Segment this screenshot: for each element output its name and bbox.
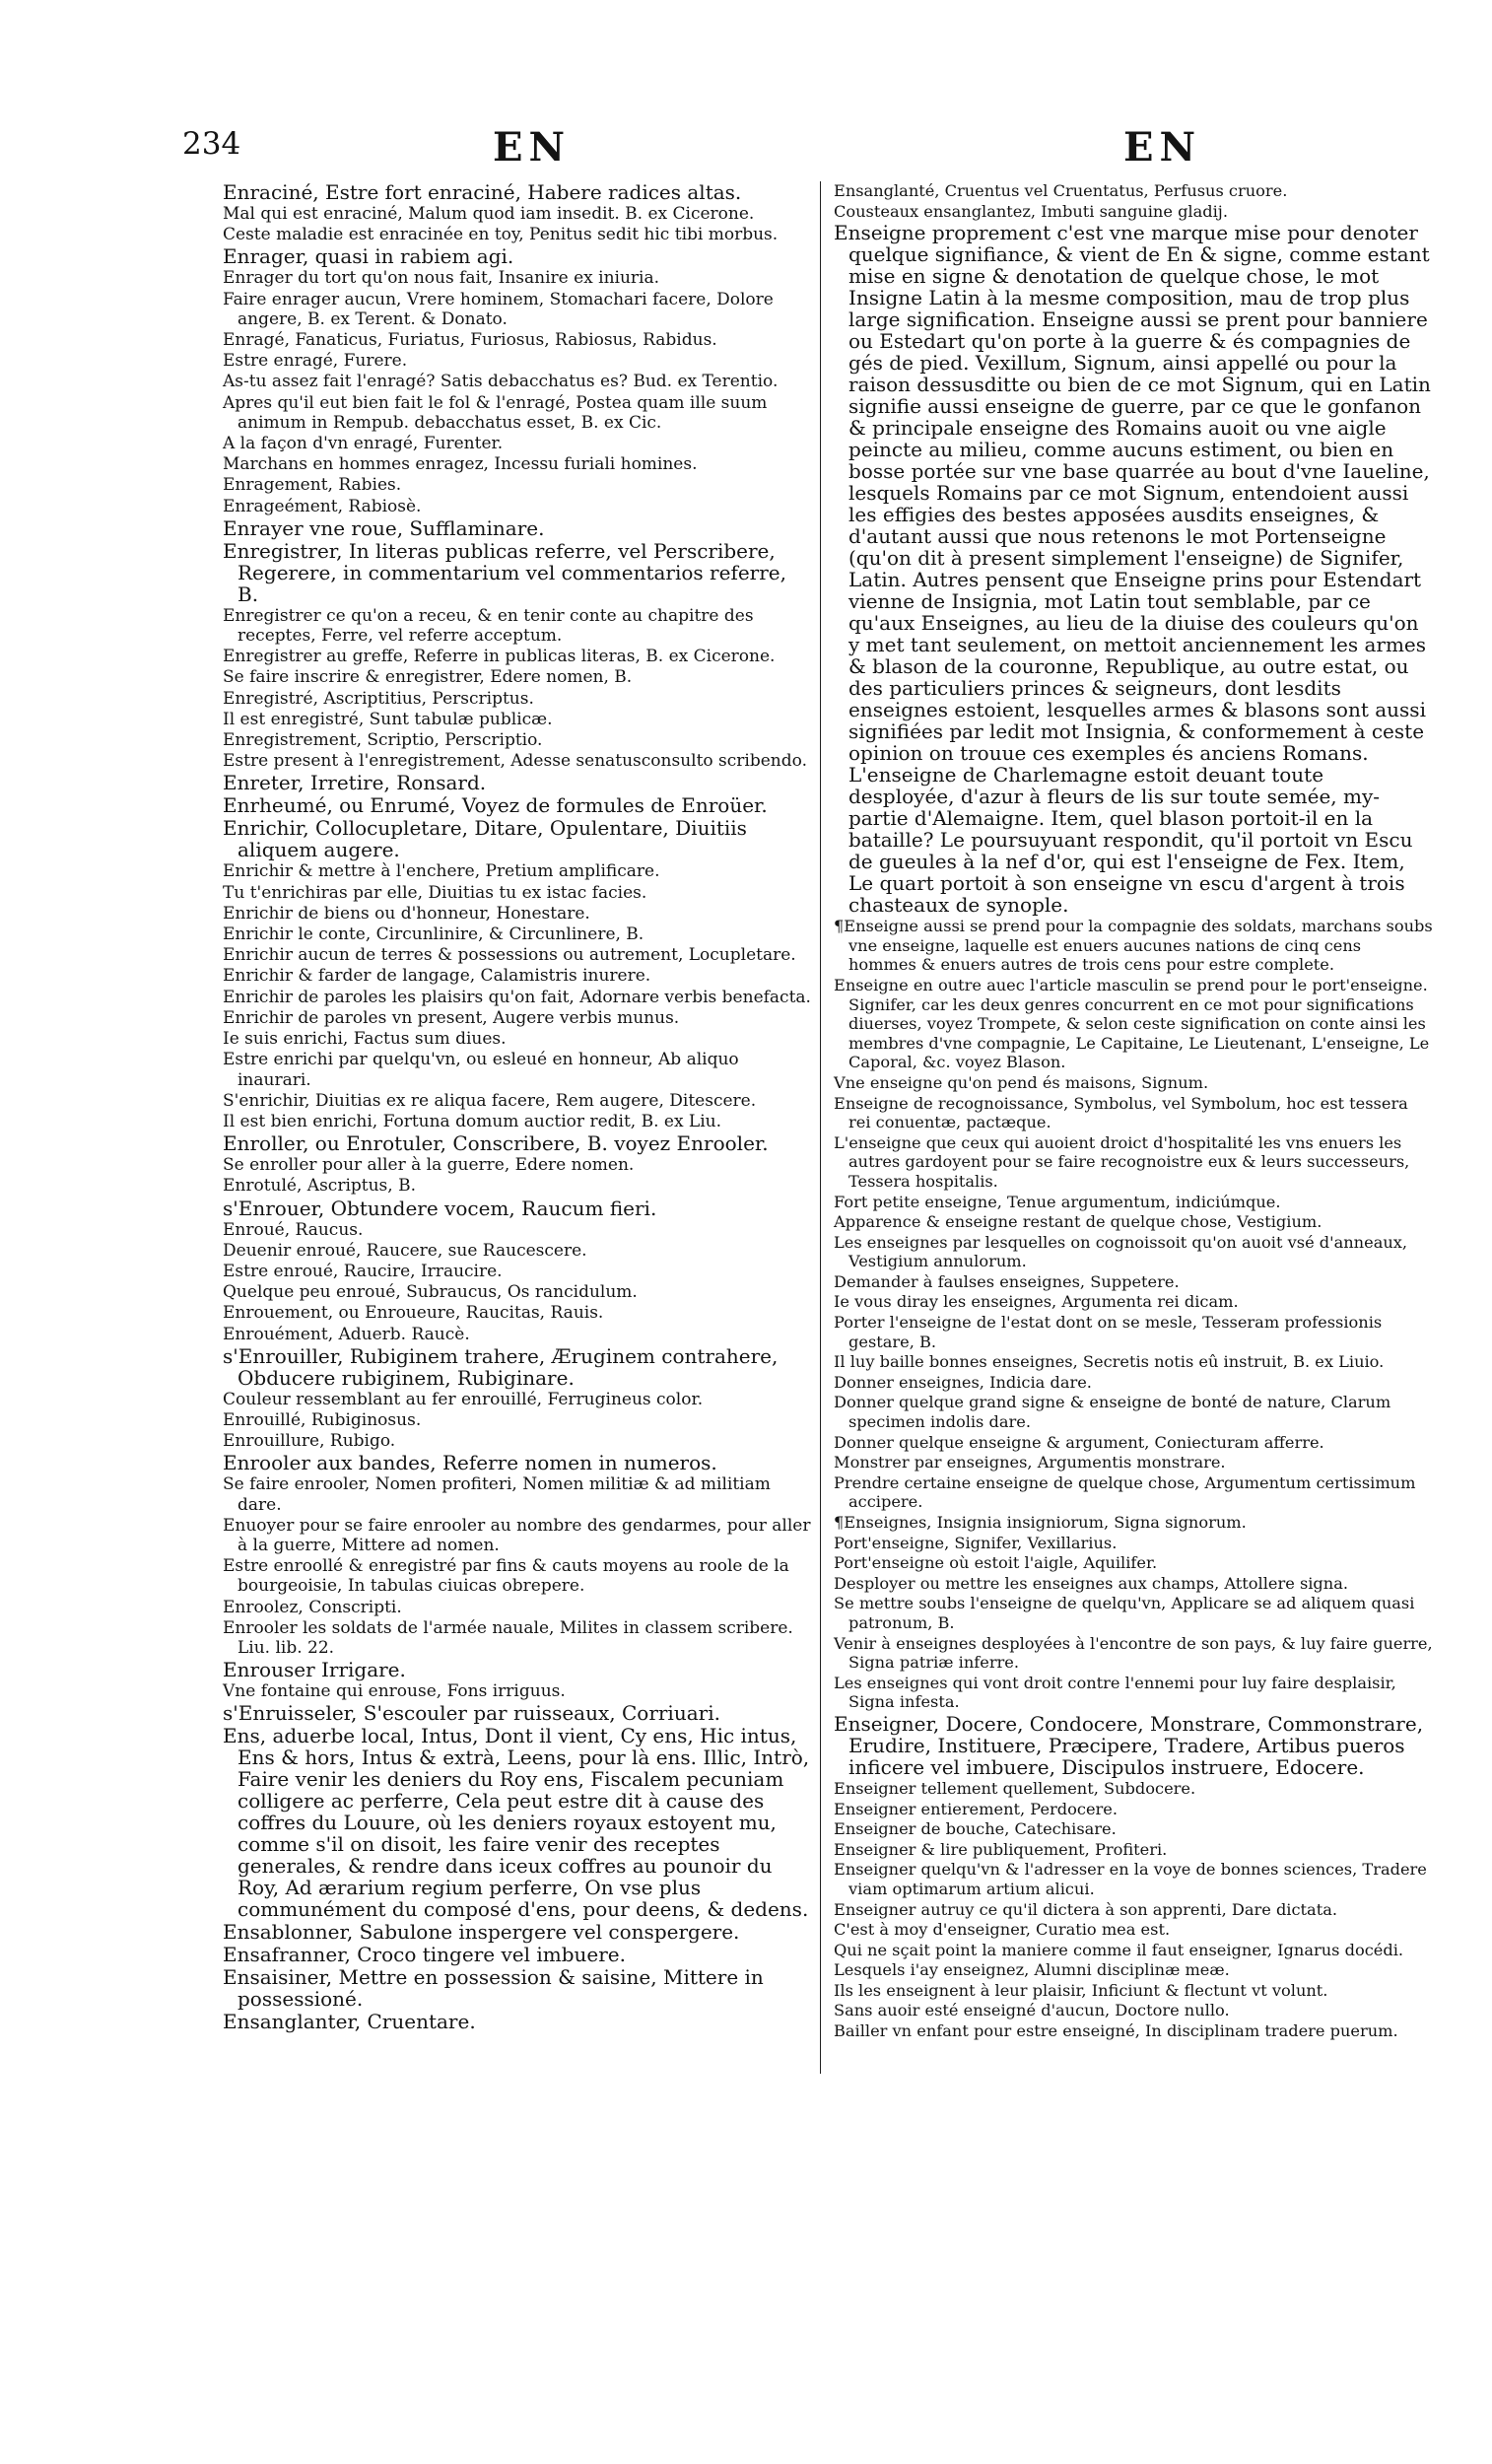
dictionary-entry: C'est à moy d'enseigner, Curatio mea est. — [834, 1920, 1171, 1940]
dictionary-headword-entry: Enroller, ou Enrotuler, Conscribere, B. voyez Enrooler. — [223, 1131, 769, 1156]
dictionary-entry: Enseigne en outre auec l'article masculin se prend pour le port'enseigne. Signifer, car les deux genres concurrent en ce mot pour significations diuerses, voyez Trompete, & selon ceste signification on conte ainsi les membres d'vne compagnie, Le Capitaine, Le Lieutenant, L'enseigne, Le Caporal, &c. voyez Blason. — [834, 975, 1430, 1072]
dictionary-headword-entry: Ensablonner, Sabulone inspergere vel conspergere. — [223, 1920, 740, 1945]
dictionary-entry: Il est enregistré, Sunt tabulæ publicæ. — [223, 709, 553, 729]
dictionary-entry: Enrager du tort qu'on nous fait, Insanire ex iniuria. — [223, 268, 660, 289]
dictionary-entry: Enrichir de biens ou d'honneur, Honestare. — [223, 903, 590, 924]
dictionary-entry: Lesquels i'ay enseignez, Alumni disciplinæ meæ. — [834, 1960, 1230, 1980]
dictionary-entry: Enrichir de paroles les plaisirs qu'on fait, Adornare verbis benefacta. — [223, 987, 811, 1007]
dictionary-entry: Enseigne de recognoissance, Symbolus, vel Symbolum, hoc est tessera rei conuentæ, pactæque. — [834, 1093, 1408, 1132]
dictionary-headword-entry: Enrayer vne roue, Sufflaminare. — [223, 515, 545, 540]
dictionary-entry: Vne enseigne qu'on pend és maisons, Signum. — [834, 1072, 1209, 1092]
dictionary-headword-entry: s'Enrouiller, Rubiginem trahere, Æruginem contrahere, Obducere rubiginem, Rubiginare. — [223, 1343, 779, 1390]
dictionary-entry: Enseigner & lire publiquement, Profiteri. — [834, 1839, 1168, 1859]
dictionary-entry: Faire enrager aucun, Vrere hominem, Stomachari facere, Dolore angere, B. ex Terent. & Donato. — [223, 289, 774, 329]
dictionary-entry: Enrouément, Aduerb. Raucè. — [223, 1324, 470, 1344]
dictionary-entry: Enseigner tellement quellement, Subdocere. — [834, 1778, 1196, 1798]
dictionary-entry: Ceste maladie est enracinée en toy, Penitus sedit hic tibi morbus. — [223, 225, 779, 245]
dictionary-headword-entry: s'Enruisseler, S'escouler par ruisseaux, Corriuari. — [223, 1701, 720, 1726]
dictionary-entry: A la façon d'vn enragé, Furenter. — [223, 434, 504, 454]
dictionary-headword-entry: Enraciné, Estre fort enraciné, Habere radices altas. — [223, 180, 742, 204]
dictionary-entry: Port'enseigne, Signifer, Vexillarius. — [834, 1533, 1118, 1552]
dictionary-entry: Enregistré, Ascriptitius, Perscriptus. — [223, 688, 534, 709]
dictionary-entry: Se faire enrooler, Nomen profiteri, Nomen militiæ & ad militiam dare. — [223, 1474, 771, 1515]
dictionary-entry: Ie suis enrichi, Factus sum diues. — [223, 1029, 507, 1050]
dictionary-entry: Enrichir & mettre à l'enchere, Pretium amplificare. — [223, 861, 660, 882]
dictionary-headword-entry: s'Enrouer, Obtundere vocem, Raucum fieri. — [223, 1196, 657, 1220]
dictionary-entry: Enragement, Rabies. — [223, 475, 402, 496]
dictionary-entry: Enragé, Fanaticus, Furiatus, Furiosus, Rabiosus, Rabidus. — [223, 330, 717, 351]
dictionary-entry: Qui ne sçait point la maniere comme il faut enseigner, Ignarus docédi. — [834, 1940, 1404, 1959]
dictionary-entry: S'enrichir, Diuitias ex re aliqua facere, Rem augere, Ditescere. — [223, 1090, 757, 1111]
dictionary-entry: Enrotulé, Ascriptus, B. — [223, 1176, 416, 1197]
dictionary-entry: Demander à faulses enseignes, Suppetere. — [834, 1271, 1180, 1291]
dictionary-headword-entry: Enrooler aux bandes, Referre nomen in numeros. — [223, 1451, 717, 1475]
dictionary-entry: Quelque peu enroué, Subraucus, Os rancidulum. — [223, 1282, 638, 1303]
dictionary-entry: Se enroller pour aller à la guerre, Edere nomen. — [223, 1155, 635, 1176]
dictionary-headword-entry: Enreter, Irretire, Ronsard. — [223, 771, 487, 795]
dictionary-entry: Il est bien enrichi, Fortuna domum auctior redit, B. ex Liu. — [223, 1111, 722, 1131]
dictionary-entry: Enrouement, ou Enroueure, Raucitas, Rauis. — [223, 1303, 604, 1324]
dictionary-entry: ¶Enseigne aussi se prend pour la compagnie des soldats, marchans soubs vne enseigne, laquelle est enuers aucunes nations de cinq cens hommes & enuers autres de trois cens pour estre complete. — [834, 917, 1433, 975]
dictionary-entry: Mal qui est enraciné, Malum quod iam insedit. B. ex Cicerone. — [223, 204, 755, 224]
dictionary-entry: Ie vous diray les enseignes, Argumenta rei dicam. — [834, 1292, 1239, 1312]
dictionary-headword-entry: Enrouser Irrigare. — [223, 1658, 406, 1682]
dictionary-entry: Fort petite enseigne, Tenue argumentum, indiciúmque. — [834, 1192, 1281, 1211]
running-head-left: EN — [493, 124, 572, 171]
dictionary-entry: Port'enseigne où estoit l'aigle, Aquilifer. — [834, 1553, 1158, 1573]
dictionary-headword-entry: Enseigne proprement c'est vne marque mise pour denoter quelque signifiance, & vient de En & signe, comme estant mise en signe & denotation de quelque chose, le mot Insigne Latin à la mesme composition, mau de trop plus large signification. Enseigne aussi se prent pour banniere ou Estedart qu'on porte à la guerre & és compagnies de gés de pied. Vexillum, Signum, ainsi appellé ou pour la raison dessusditte ou bien de ce mot Signum, qui en Latin signifie aussi enseigne de guerre, par ce que le gonfanon & principale enseigne des Romains auoit ou vne aigle peincte au milieu, comme aucuns estiment, ou bien en bosse portée sur vne base quarrée au bout d'vne Iaueline, lesquels Romains par ce mot Signum, entendoient aussi les effigies des bestes apposées ausdits enseignes, & d'autant aussi que nous retenons le mot Portenseigne (qu'on dit à present simplement l'enseigne) de Signifer, Latin. Autres pensent que Enseigne prins pour Estendart vienne de Insignia, mot Latin tout semblable, par ce qu'aux Enseignes, au lieu de la diuise des couleurs qu'on y met tant seulement, on mettoit anciennement les armes & blason de la couronne, Republique, au outre estat, ou des particuliers princes & seigneurs, dont lesdits enseignes estoient, lesquelles armes & blasons sont aussi signifiées par ledit mot Insignia, & conformement à ceste opinion on trouue ces exemples és anciens Romans. L'enseigne de Charlemagne estoit deuant toute desployée, d'azur à fleurs de lis sur toute semée, my-partie d'Alemaigne. Item, quel blason portoit-il en la bataille? Le poursuyuant respondit, qu'il portoit vn Escu de gueules à la nef d'or, qui est l'enseigne de Fex. Item, Le quart portoit à son enseigne vn escu d'argent à trois chasteaux de synople. — [834, 221, 1431, 918]
dictionary-entry: Porter l'enseigne de l'estat dont on se mesle, Tesseram professionis gestare, B. — [834, 1313, 1383, 1351]
dictionary-entry: Vne fontaine qui enrouse, Fons irriguus. — [223, 1681, 566, 1702]
dictionary-entry: Enregistrer ce qu'on a receu, & en tenir conte au chapitre des receptes, Ferre, vel referre acceptum. — [223, 605, 754, 647]
dictionary-entry: Tu t'enrichiras par elle, Diuitias tu ex istac facies. — [223, 882, 647, 903]
dictionary-entry: Donner quelque grand signe & enseigne de bonté de nature, Clarum specimen indolis dare. — [834, 1393, 1391, 1432]
dictionary-headword-entry: Enrager, quasi in rabiem agi. — [223, 244, 514, 269]
dictionary-headword-entry: Enseigner, Docere, Condocere, Monstrare, Commonstrare, Erudire, Instituere, Præcipere, Tradere, Artibus pueros inficere vel imbuere, Discipulos instruere, Edocere. — [834, 1711, 1424, 1779]
dictionary-entry: Bailler vn enfant pour estre enseigné, In disciplinam tradere puerum. — [834, 2021, 1398, 2041]
dictionary-entry: Marchans en hommes enragez, Incessu furiali homines. — [223, 454, 698, 475]
dictionary-entry: Cousteaux ensanglantez, Imbuti sanguine gladij. — [834, 201, 1228, 221]
dictionary-entry: Enrooler les soldats de l'armée nauale, Milites in classem scribere. Liu. lib. 22. — [223, 1617, 793, 1658]
dictionary-entry: ¶Enseignes, Insignia insigniorum, Signa signorum. — [834, 1513, 1247, 1532]
dictionary-headword-entry: Enrichir, Collocupletare, Ditare, Opulentare, Diuitiis aliquem augere. — [223, 816, 747, 862]
dictionary-entry: Estre enragé, Furere. — [223, 351, 408, 372]
dictionary-headword-entry: Ensanglanter, Cruentare. — [223, 2010, 476, 2034]
dictionary-entry: Sans auoir esté enseigné d'aucun, Doctore nullo. — [834, 2001, 1230, 2020]
dictionary-headword-entry: Ensaisiner, Mettre en possession & saisine, Mittere in possessioné. — [223, 1965, 764, 2012]
dictionary-entry: Monstrer par enseignes, Argumentis monstrare. — [834, 1453, 1226, 1472]
dictionary-entry: Estre enroollé & enregistré par fins & cauts moyens au roole de la bourgeoisie, In tabulas ciuicas obrepere. — [223, 1556, 789, 1597]
dictionary-entry: Apparence & enseigne restant de quelque chose, Vestigium. — [834, 1212, 1322, 1232]
dictionary-headword-entry: Enregistrer, In literas publicas referre, vel Perscribere, Regerere, in commentarium vel commentarios referre, B. — [223, 538, 786, 606]
dictionary-entry: Desployer ou mettre les enseignes aux champs, Attollere signa. — [834, 1573, 1349, 1593]
dictionary-entry: Estre enrichi par quelqu'vn, ou esleué en honneur, Ab aliquo inaurari. — [223, 1050, 739, 1090]
dictionary-headword-entry: Ensafranner, Croco tingere vel imbuere. — [223, 1943, 626, 1967]
right-column — [834, 181, 1433, 2074]
dictionary-headword-entry: Enrheumé, ou Enrumé, Voyez de formules de Enroüer. — [223, 793, 768, 818]
dictionary-entry: Enroué, Raucus. — [223, 1219, 364, 1240]
running-head-right: EN — [1123, 124, 1202, 171]
dictionary-entry: Prendre certaine enseigne de quelque chose, Argumentum certissimum accipere. — [834, 1472, 1416, 1512]
dictionary-entry: Se mettre soubs l'enseigne de quelqu'vn, Applicare se ad aliquem quasi patronum, B. — [834, 1594, 1415, 1632]
dictionary-entry: Enuoyer pour se faire enrooler au nombre des gendarmes, pour aller à la guerre, Mittere ad nomen. — [223, 1515, 811, 1555]
dictionary-entry: Il luy baille bonnes enseignes, Secretis notis eû instruit, B. ex Liuio. — [834, 1352, 1385, 1372]
dictionary-entry: Donner quelque enseigne & argument, Coniecturam afferre. — [834, 1432, 1324, 1452]
dictionary-entry: Enrichir le conte, Circunlinire, & Circunlinere, B. — [223, 924, 644, 945]
dictionary-entry: Couleur ressemblant au fer enrouillé, Ferrugineus color. — [223, 1389, 704, 1409]
dictionary-entry: Enroolez, Conscripti. — [223, 1597, 402, 1617]
dictionary-entry: Estre present à l'enregistrement, Adesse senatusconsulto scribendo. — [223, 751, 807, 772]
dictionary-entry: Enrageément, Rabiosè. — [223, 496, 422, 516]
dictionary-entry: Enrouillé, Rubiginosus. — [223, 1409, 422, 1430]
dictionary-entry: Les enseignes par lesquelles on cognoissoit qu'on auoit vsé d'anneaux, Vestigium annulorum. — [834, 1232, 1408, 1271]
dictionary-entry: As-tu assez fait l'enragé? Satis debacchatus es? Bud. ex Terentio. — [223, 372, 779, 392]
dictionary-entry: L'enseigne que ceux qui auoient droict d'hospitalité les vns enuers les autres gardoyent pour se faire recognoistre eux & leurs successeurs, Tessera hospitalis. — [834, 1132, 1410, 1191]
dictionary-entry: Enrichir de paroles vn present, Augere verbis munus. — [223, 1007, 680, 1028]
dictionary-entry: Enregistrer au greffe, Referre in publicas literas, B. ex Cicerone. — [223, 647, 776, 667]
dictionary-entry: Enseigner entierement, Perdocere. — [834, 1799, 1118, 1818]
dictionary-entry: Se faire inscrire & enregistrer, Edere nomen, B. — [223, 667, 633, 688]
dictionary-entry: Venir à enseignes desployées à l'encontre de son pays, & luy faire guerre, Signa patriæ inferre. — [834, 1633, 1433, 1673]
dictionary-entry: Les enseignes qui vont droit contre l'ennemi pour luy faire desplaisir, Signa infesta. — [834, 1673, 1396, 1712]
dictionary-entry: Apres qu'il eut bien fait le fol & l'enragé, Postea quam ille suum animum in Rempub. debacchatus esset, B. ex Cic. — [223, 392, 768, 433]
dictionary-entry: Ensanglanté, Cruentus vel Cruentatus, Perfusus cruore. — [834, 181, 1288, 200]
dictionary-entry: Enrichir aucun de terres & possessions ou autrement, Locupletare. — [223, 945, 796, 966]
dictionary-entry: Ils les enseignent à leur plaisir, Inficiunt & flectunt vt volunt. — [834, 1980, 1328, 2000]
dictionary-entry: Enregistrement, Scriptio, Perscriptio. — [223, 730, 543, 751]
dictionary-entry: Enseigner quelqu'vn & l'adresser en la voye de bonnes sciences, Tradere viam optimarum artium alicui. — [834, 1860, 1427, 1898]
dictionary-entry: Enseigner autruy ce qu'il dictera à son apprenti, Dare dictata. — [834, 1899, 1338, 1919]
dictionary-entry: Donner enseignes, Indicia dare. — [834, 1372, 1092, 1392]
dictionary-entry: Enseigner de bouche, Catechisare. — [834, 1819, 1117, 1839]
left-column — [223, 181, 812, 2251]
dictionary-entry: Enrichir & farder de langage, Calamistris inurere. — [223, 966, 651, 987]
dictionary-entry: Deuenir enroué, Raucere, sue Raucescere. — [223, 1240, 587, 1261]
dictionary-headword-entry: Ens, aduerbe local, Intus, Dont il vient, Cy ens, Hic intus, Ens & hors, Intus & extrà, Leens, pour là ens. Illic, Intrò, Faire venir les deniers du Roy ens, Fiscalem pecuniam colligere ac perferre, Cela peut estre dit à cause des coffres du Louure, où les deniers royaux estoyent mu, comme s'il on disoit, les faire venir des receptes generales, & rendre dans iceux coffres au pounoir du Roy, Ad ærarium regium perferre, On vse plus communément du composé d'ens, pour deens, & dedens. — [223, 1724, 810, 1922]
page-number: 234 — [182, 126, 241, 162]
dictionary-entry: Enrouillure, Rubigo. — [223, 1431, 396, 1452]
dictionary-entry: Estre enroué, Raucire, Irraucire. — [223, 1261, 503, 1281]
